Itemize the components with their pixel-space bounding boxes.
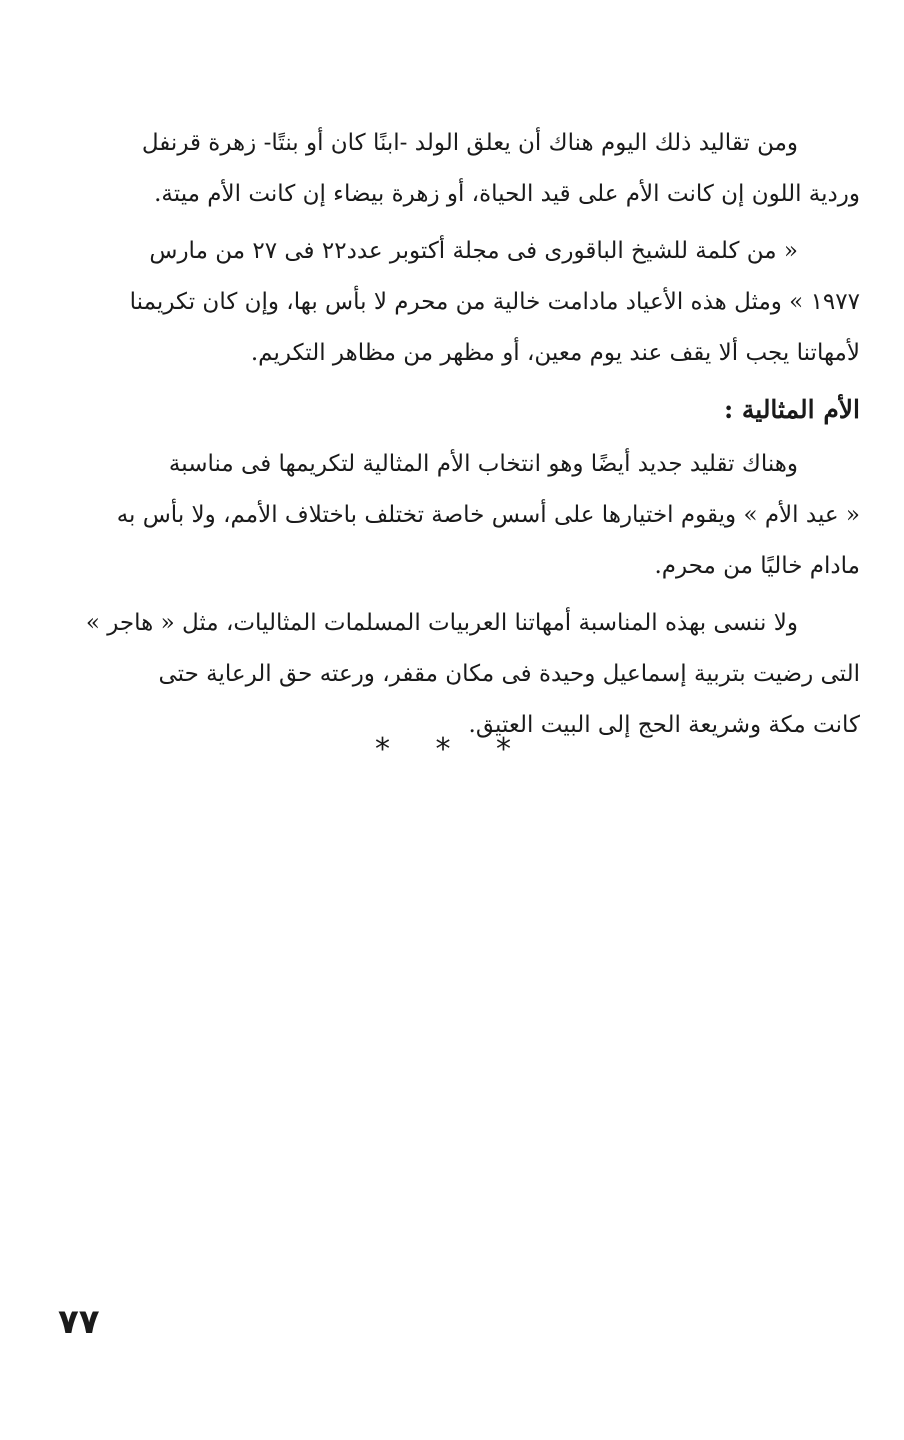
text-line: ومن تقاليد ذلك اليوم هناك أن يعلق الولد -ابنًا كان أو بنتًا- زهرة قرنفل <box>141 130 798 156</box>
text-line: وهناك تقليد جديد أيضًا وهو انتخاب الأم المثالية لتكريمها فى مناسبة <box>168 451 798 477</box>
text-line: « عيد الأم » ويقوم اختيارها على أسس خاصة تختلف باختلاف الأمم، ولا بأس به <box>116 502 860 528</box>
page-body <box>48 118 860 751</box>
section-separator: * * * <box>374 732 530 767</box>
paragraph-1 <box>48 118 860 220</box>
text-line: كانت مكة وشريعة الحج إلى البيت العتيق. <box>468 712 860 738</box>
section-heading: الأم المثالية : <box>723 395 860 424</box>
text-line: ١٩٧٧ » ومثل هذه الأعياد مادامت خالية من محرم لا بأس بها، وإن كان تكريمنا <box>129 289 860 315</box>
paragraph-4 <box>48 598 860 751</box>
paragraph-2 <box>48 226 860 379</box>
text-line: ولا ننسى بهذه المناسبة أمهاتنا العربيات المسلمات المثاليات، مثل « هاجر » <box>85 610 798 636</box>
page-number: ٧٧ <box>58 1302 100 1342</box>
text-line: وردية اللون إن كانت الأم على قيد الحياة، أو زهرة بيضاء إن كانت الأم ميتة. <box>154 181 860 207</box>
paragraph-3 <box>48 439 860 592</box>
text-line: « من كلمة للشيخ الباقورى فى مجلة أكتوبر عدد٢٢ فى ٢٧ من مارس <box>149 238 798 264</box>
text-line: لأمهاتنا يجب ألا يقف عند يوم معين، أو مظهر من مظاهر التكريم. <box>250 340 860 366</box>
text-line: مادام خاليًا من محرم. <box>654 553 860 579</box>
text-line: التى رضيت بتربية إسماعيل وحيدة فى مكان مقفر، ورعته حق الرعاية حتى <box>158 661 860 687</box>
